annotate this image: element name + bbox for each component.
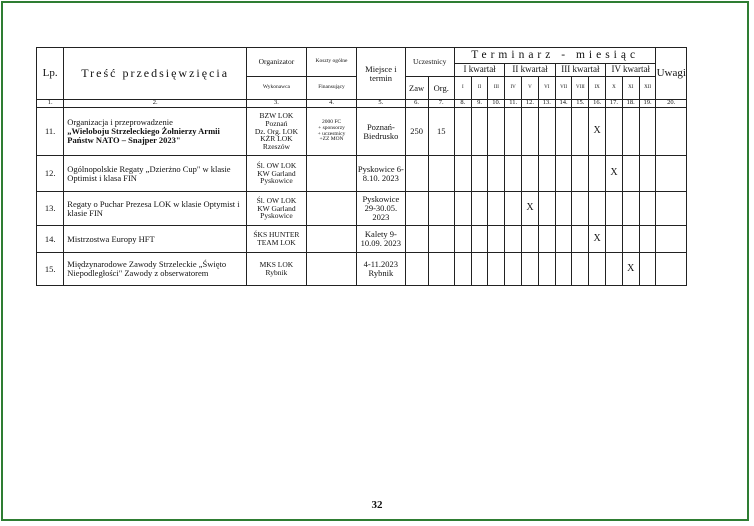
table-row [37, 156, 687, 192]
month-cell [622, 156, 639, 192]
header-organizer: Organizator [246, 48, 306, 77]
row-lp: 14. [37, 226, 64, 253]
organizer-line: Rzeszów [262, 142, 290, 152]
row-place-date: Poznań-Biedrusko [357, 108, 405, 156]
row-organizers [428, 226, 454, 253]
month-cell: X [522, 192, 539, 226]
month-cell [538, 192, 555, 226]
table-row [37, 192, 687, 226]
organizer-line: Śl. OW LOK [256, 195, 297, 205]
month-cell [454, 253, 471, 286]
column-number: 19. [639, 100, 656, 108]
row-description [64, 156, 247, 192]
month-cell [572, 108, 589, 156]
row-description [64, 192, 247, 226]
organizer-line: Śl. OW LOK [256, 160, 297, 170]
month-cell [471, 192, 488, 226]
month-cell [555, 226, 572, 253]
row-remarks [656, 156, 687, 192]
month-cell [555, 156, 572, 192]
month-cell: X [589, 108, 606, 156]
month-cell [488, 108, 505, 156]
column-number: 5. [357, 100, 405, 108]
month-cell [522, 156, 539, 192]
month-cell [622, 108, 639, 156]
month-cell [471, 108, 488, 156]
month-cell [488, 253, 505, 286]
row-place-date: Pyskowice 29-30.05. 2023 [357, 192, 405, 226]
month-cell [589, 156, 606, 192]
row-lp: 11. [37, 108, 64, 156]
row-remarks [656, 108, 687, 156]
header-place-date: Miejsce i termin [357, 48, 405, 100]
column-number: 16. [589, 100, 606, 108]
row-costs [306, 192, 356, 226]
month-cell [606, 253, 623, 286]
header-month: II [471, 77, 488, 100]
row-place-date: Kalety 9-10.09. 2023 [357, 226, 405, 253]
month-cell [454, 156, 471, 192]
schedule-table [36, 47, 687, 286]
row-costs [306, 156, 356, 192]
month-cell [639, 156, 656, 192]
row-description-text: Regaty o Puchar Prezesa LOK w klasie Optymist i klasie FIN [67, 198, 240, 218]
month-cell [572, 226, 589, 253]
month-cell [454, 108, 471, 156]
organizer-line: Rybnik [265, 268, 288, 277]
month-cell [454, 226, 471, 253]
row-competitors [405, 253, 428, 286]
row-description-text: Organizacja i przeprowadzenie [67, 117, 173, 128]
row-costs [306, 108, 356, 156]
month-cell [572, 253, 589, 286]
header-description: Treść przedsięwzięcia [64, 48, 247, 100]
organizer-line: KW Garland [257, 168, 296, 178]
row-organizers [428, 156, 454, 192]
month-cell [505, 108, 522, 156]
month-cell [538, 226, 555, 253]
month-cell [555, 192, 572, 226]
header-month: III [488, 77, 505, 100]
row-lp: 12. [37, 156, 64, 192]
header-quarter-4: IV kwartał [606, 64, 656, 77]
column-number: 12. [522, 100, 539, 108]
column-number: 14. [555, 100, 572, 108]
row-competitors [405, 226, 428, 253]
month-cell [538, 108, 555, 156]
row-description-text: Ogólnopolskie Regaty „Dzierżno Cup" w klasie Optimist i klasa FIN [67, 163, 231, 183]
header-month: VIII [572, 77, 589, 100]
column-number: 17. [606, 100, 623, 108]
organizer-line: TEAM LOK [257, 238, 296, 247]
column-number: 9. [471, 100, 488, 108]
page-number: 32 [371, 499, 383, 511]
month-cell [488, 226, 505, 253]
row-description [64, 108, 247, 156]
header-quarter-2: II kwartał [505, 64, 555, 77]
organizer-line: MKS LOK [259, 260, 294, 270]
cost-line: 2000 FC [321, 118, 342, 125]
month-cell [639, 226, 656, 253]
month-cell [639, 192, 656, 226]
column-number: 7. [428, 100, 454, 108]
month-cell [505, 192, 522, 226]
organizer-line: Dz. Org. LOK [254, 126, 298, 136]
month-cell [505, 226, 522, 253]
row-costs [306, 226, 356, 253]
header-competitors: Zaw [405, 77, 428, 100]
month-cell [505, 156, 522, 192]
row-costs [306, 253, 356, 286]
column-number: 6. [405, 100, 428, 108]
month-cell [555, 108, 572, 156]
organizer-line: Pyskowice [260, 176, 293, 186]
row-organizer [246, 192, 306, 226]
row-organizer [246, 253, 306, 286]
column-number: 13. [538, 100, 555, 108]
month-cell [606, 192, 623, 226]
header-participants: Uczestnicy [405, 48, 454, 77]
header-quarter-3: III kwartał [555, 64, 605, 77]
organizer-line: Poznań [265, 118, 288, 128]
row-remarks [656, 192, 687, 226]
row-remarks [656, 253, 687, 286]
month-cell [488, 192, 505, 226]
month-cell [538, 253, 555, 286]
cost-line: + sponsorzy [318, 124, 345, 131]
column-number: 11. [505, 100, 522, 108]
row-organizer [246, 226, 306, 253]
organizer-line: BZW LOK [259, 110, 294, 120]
month-cell [639, 253, 656, 286]
month-cell [606, 226, 623, 253]
month-cell [522, 226, 539, 253]
header-month: X [606, 77, 623, 100]
header-quarter-1: I kwartał [454, 64, 504, 77]
month-cell [505, 253, 522, 286]
month-cell [471, 156, 488, 192]
column-number: 20. [656, 100, 687, 108]
row-description [64, 226, 247, 253]
row-lp: 15. [37, 253, 64, 286]
row-organizer [246, 156, 306, 192]
month-cell [589, 192, 606, 226]
month-cell [454, 192, 471, 226]
header-month: IV [505, 77, 522, 100]
header-remarks: Uwagi [656, 48, 687, 100]
row-place-date: Pyskowice 6-8.10. 2023 [357, 156, 405, 192]
row-organizers [428, 253, 454, 286]
organizer-line: Pyskowice [260, 211, 293, 221]
organizer-line: KŻR LOK [260, 134, 293, 144]
header-organizers: Org. [428, 77, 454, 100]
row-organizers [428, 192, 454, 226]
column-number: 8. [454, 100, 471, 108]
cost-line: +ZZ MON [319, 136, 344, 143]
header-financing: Finansujący [306, 77, 356, 100]
month-cell [471, 253, 488, 286]
organizer-line: KW Garland [257, 203, 296, 213]
header-month: VII [555, 77, 572, 100]
row-competitors [405, 156, 428, 192]
header-month: XII [639, 77, 656, 100]
column-number: 10. [488, 100, 505, 108]
month-cell: X [589, 226, 606, 253]
table-row [37, 226, 687, 253]
month-cell [538, 156, 555, 192]
column-number: 4. [306, 100, 356, 108]
month-cell [471, 226, 488, 253]
column-number: 15. [572, 100, 589, 108]
month-cell: X [606, 156, 623, 192]
month-cell [639, 108, 656, 156]
month-cell [572, 156, 589, 192]
header-month: XI [622, 77, 639, 100]
row-organizer [246, 108, 306, 156]
cost-line: + uczestnicy [317, 130, 346, 137]
month-cell [555, 253, 572, 286]
header-month: V [522, 77, 539, 100]
header-schedule: Terminarz - miesiąc [454, 48, 656, 64]
month-cell: X [622, 253, 639, 286]
row-description-text: Mistrzostwa Europy HFT [67, 233, 155, 244]
row-competitors: 250 [405, 108, 428, 156]
month-cell [622, 226, 639, 253]
column-number: 18. [622, 100, 639, 108]
month-cell [522, 253, 539, 286]
row-organizers: 15 [428, 108, 454, 156]
table-row [37, 253, 687, 286]
header-contractor: Wykonawca [246, 77, 306, 100]
month-cell [589, 253, 606, 286]
column-number: 2. [64, 100, 247, 108]
row-description-bold: „Wieloboju Strzeleckiego Żołnierzy Armii Państw NATO – Snajper 2023" [67, 126, 220, 145]
row-description [64, 253, 247, 286]
month-cell [622, 192, 639, 226]
table-row [37, 108, 687, 156]
month-cell [522, 108, 539, 156]
row-remarks [656, 226, 687, 253]
header-month: I [454, 77, 471, 100]
header-costs: Koszty ogólne [306, 48, 356, 77]
row-lp: 13. [37, 192, 64, 226]
row-place-date: 4-11.2023 Rybnik [357, 253, 405, 286]
organizer-line: ŚKS HUNTER [253, 230, 300, 240]
month-cell [488, 156, 505, 192]
header-lp: Lp. [37, 48, 64, 100]
month-cell [606, 108, 623, 156]
header-month: VI [538, 77, 555, 100]
column-number: 3. [246, 100, 306, 108]
column-number: 1. [37, 100, 64, 108]
month-cell [572, 192, 589, 226]
row-competitors [405, 192, 428, 226]
header-month: IX [589, 77, 606, 100]
row-description-text: Międzynarodowe Zawody Strzeleckie „Święto Niepodległości" Zawody z obserwatorem [67, 259, 227, 278]
